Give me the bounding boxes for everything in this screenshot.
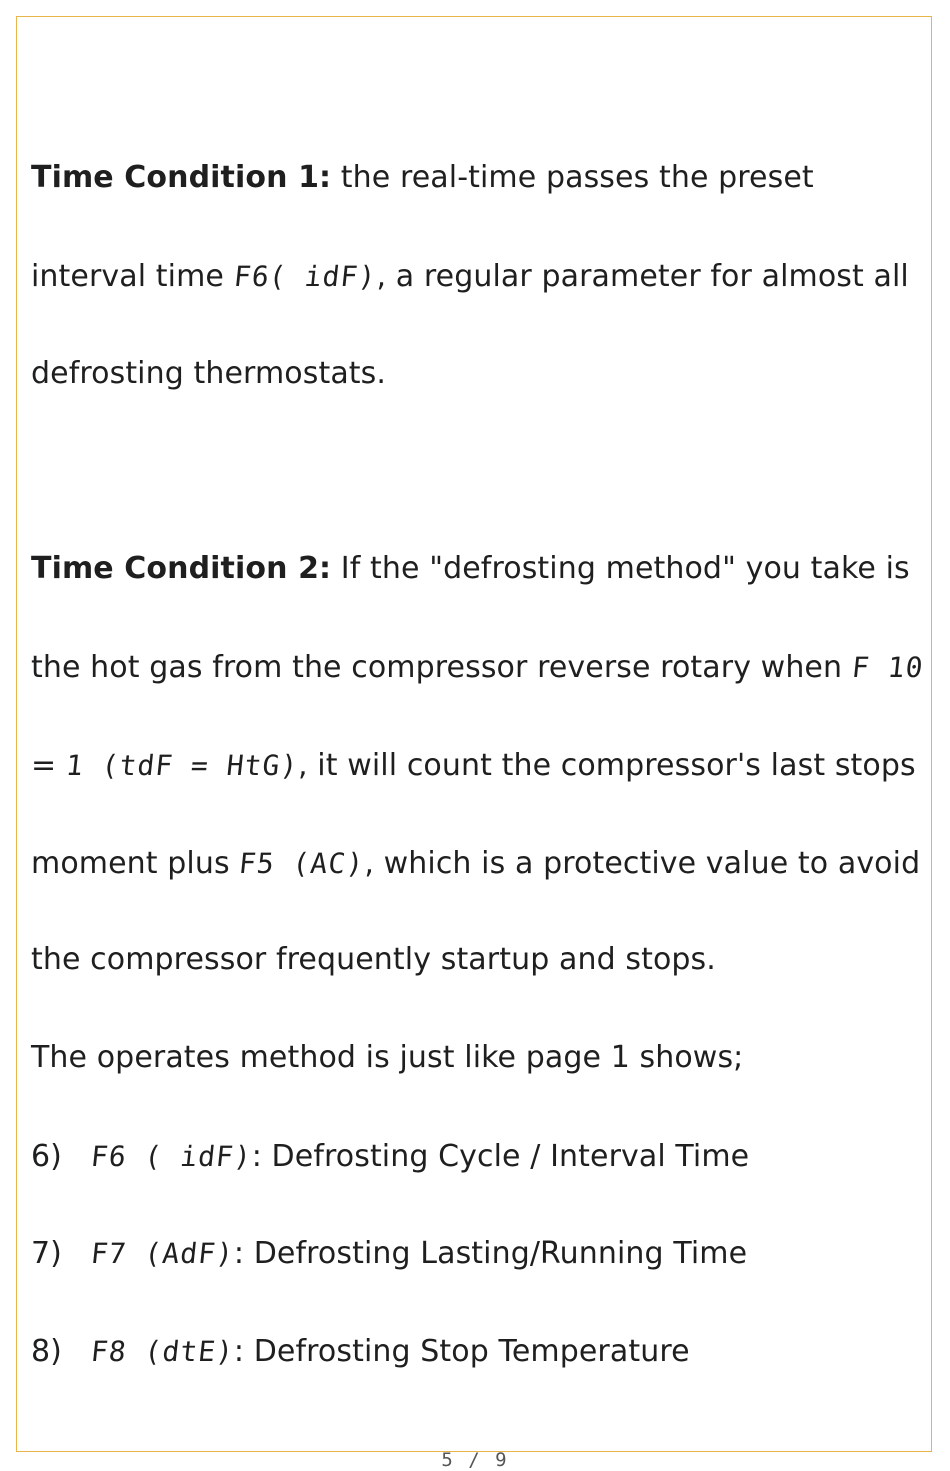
- seg-code-idf: ( idF): [267, 260, 379, 293]
- tc1-text-2b: , a regular parameter for almost all: [376, 259, 909, 294]
- tc1-text-3: defrosting thermostats.: [31, 356, 387, 391]
- tc2-text-4b: , which is a protective value to avoid: [364, 846, 921, 881]
- list-item: [31, 1332, 690, 1372]
- tc1-label: Time Condition 1:: [31, 160, 332, 195]
- tc2-text-2: the hot gas from the compressor reverse rotary when: [31, 650, 852, 685]
- seg-code-tdf-htg: 1 (tdF = HtG): [64, 749, 300, 782]
- tc2-eq: =: [31, 748, 66, 783]
- tc1-text-2a: interval time: [31, 259, 234, 294]
- tc2-text-1: If the "defrosting method" you take is: [331, 551, 910, 586]
- tc1-text-1: the real-time passes the preset: [331, 160, 814, 195]
- tc2-label: Time Condition 2:: [31, 551, 332, 586]
- list-item-number: 8): [31, 1334, 62, 1369]
- tc2-text-4a: moment plus: [31, 846, 240, 881]
- list-item-code: F6 ( idF): [89, 1140, 254, 1173]
- tc2-line-4: [31, 844, 920, 884]
- tc2-line-1: [31, 549, 910, 589]
- list-item-desc: : Defrosting Stop Temperature: [233, 1334, 690, 1369]
- seg-code-f5: F5 (AC): [237, 847, 367, 880]
- list-item-code: F8 (dtE): [89, 1335, 236, 1368]
- list-item: [31, 1137, 749, 1177]
- list-item-desc: : Defrosting Cycle / Interval Time: [251, 1139, 750, 1174]
- seg-code-f6: F6: [231, 260, 272, 293]
- list-item-number: 7): [31, 1236, 62, 1271]
- list-item-code: F7 (AdF): [89, 1237, 236, 1270]
- list-item-number: 6): [31, 1139, 62, 1174]
- intro-line: [31, 1038, 743, 1078]
- list-item-desc: : Defrosting Lasting/Running Time: [233, 1236, 748, 1271]
- tc2-line-3: [31, 746, 916, 786]
- list-item: [31, 1234, 747, 1274]
- tc1-line-3: [31, 354, 386, 394]
- tc1-line-1: [31, 158, 814, 198]
- page-number: 5 / 9: [441, 1449, 509, 1471]
- seg-code-f10: F 10: [850, 651, 925, 684]
- tc2-text-5: the compressor frequently startup and stops.: [31, 942, 716, 977]
- tc1-line-2: [31, 257, 909, 297]
- tc2-text-3b: , it will count the compressor's last stops: [298, 748, 916, 783]
- tc2-line-5: [31, 940, 716, 980]
- tc2-line-2: [31, 648, 923, 688]
- intro-text: The operates method is just like page 1 shows;: [31, 1040, 744, 1075]
